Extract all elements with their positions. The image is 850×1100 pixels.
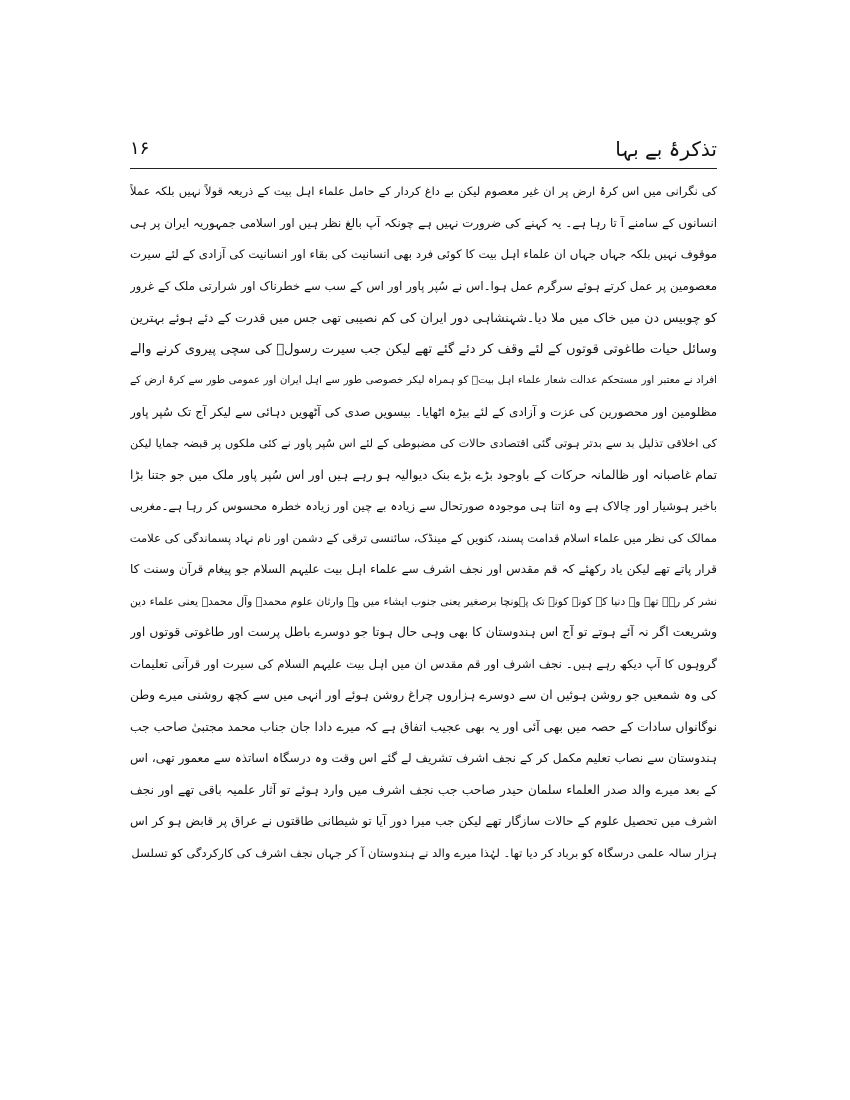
text-line: موقوف نہیں بلکہ جہاں جہاں ان علماء اہل بیت کا کوئی فرد بھی انسانیت کی بقاء اور انسانیت کی آزادی کے لئے سیرت <box>130 247 717 261</box>
text-line: باخبر ہوشیار اور چالاک ہے وہ اتنا ہی موجودہ صورتحال سے زیادہ بے چین اور زیادہ خطرہ محسوس کر رہا ہے۔مغربی <box>130 499 717 513</box>
text-line: ممالک کی نظر میں علماء اسلام قدامت پسند، کنویں کے مینڈک، سائنسی ترقی کے دشمن اور نام نہاد پسماندگی کی علامت <box>130 530 717 545</box>
text-line: کو چوبیس دن میں خاک میں ملا دیا۔شہنشاہی دور ایران کی کم نصیبی تھی جس میں قدرت کے دئے ہوئے بہترین <box>130 310 717 325</box>
text-line: ہندوستان سے نصاب تعلیم مکمل کر کے نجف اشرف تشریف لے گئے اس وقت وہ درسگاہ اساتذہ سے معمور تھی، اس <box>130 751 717 765</box>
page-number: ۱۶ <box>130 138 150 159</box>
body-text <box>130 176 717 869</box>
text-line: کے بعد میرے والد صدر العلماء سلمان حیدر صاحب جب نجف اشرف میں وارد ہوئے تو آثار علمیہ باقی تھے اور نجف <box>130 782 717 797</box>
text-line: گروہوں کا آپ دیکھ رہے ہیں۔ نجف اشرف اور قم مقدس ان میں اہل بیت علیہم السلام کی سیرت اور قرآنی تعلیمات <box>130 656 717 671</box>
text-line: وشریعت اگر نہ آئے ہوتے تو آج اس ہندوستان کا بھی وہی حال ہوتا جو دوسرے باطل پرست اور طاغوتی قوتوں اور <box>130 625 717 639</box>
text-line: نوگانواں سادات کے حصہ میں بھی آئی اور یہ بھی عجیب اتفاق ہے کہ میرے دادا جان جناب محمد مجتبیٰ صاحب جب <box>130 719 717 734</box>
text-line: ہزار سالہ علمی درسگاہ کو برباد کر دیا تھا۔ لہٰذا میرے والد نے ہندوستان آ کر جہاں نجف اشرف کی کارکردگی کو تسلسل <box>131 845 717 860</box>
header-rule <box>130 168 717 169</box>
text-line: قرار پاتے تھے لیکن یاد رکھئے کہ قم مقدس اور نجف اشرف سے علماء اہل بیت علیہم السلام جو پیغام قرآن وسنت کا <box>130 562 717 576</box>
text-line: اشرف میں تحصیل علوم کے حالات سازگار تھے لیکن جب میرا دور آیا تو شیطانی طاقتوں نے عراق پر قابض ہو کر اس <box>130 814 717 828</box>
text-line: کی نگرانی میں اس کرۂ ارض پر ان غیر معصوم لیکن بے داغ کردار کے حامل علماء اہل بیت کے ذریعہ قولاً نہیں بلکہ عملاً <box>130 184 717 198</box>
text-line: معصومین پر عمل کرتے ہوئے سرگرم عمل ہوا۔اس نے سُپر پاور اور اس کے سب سے خطرناک اور شرارتی ملک کے غرور <box>130 278 717 293</box>
text-line: وسائل حیات طاغوتی قوتوں کے لئے وقف کر دئے گئے تھے لیکن جب سیرت رسولؐ کی سچی پیروی کرنے والے <box>130 341 717 357</box>
page-header <box>130 134 717 168</box>
text-line: مظلومین اور محصورین کی عزت و آزادی کے لئے بیڑہ اٹھایا۔ بیسویں صدی کی آٹھویں دہائی سے لیکر آج تک سُپر پاور <box>130 404 717 419</box>
text-line: تمام غاصبانہ اور ظالمانہ حرکات کے باوجود بڑے بڑے بنک دیوالیہ ہو رہے ہیں اور اس سُپر پاور ملک میں جو جتنا بڑا <box>130 467 717 482</box>
text-line: افراد نے معتبر اور مستحکم عدالت شعار علماء اہل بیتؑ کو ہمراہ لیکر خصوصی طور سے اہل ایران اور عمومی طور سے کرۂ ارض کے <box>130 374 717 386</box>
running-title: تذکرۂ بے بہا <box>615 137 717 161</box>
text-line: نشر کر رہے تھے وہ دنیا کے کونے کونے تک پہونچا برصغیر یعنی جنوب ایشاء میں وہ وارثان علوم محمدؐ وآل محمدؐ یعنی علماء دین <box>130 594 717 608</box>
text-line: کی وہ شمعیں جو روشن ہوئیں ان سے دوسرے ہزاروں چراغ روشن ہوئے اور انہی میں سے کچھ روشنی میرے وطن <box>130 688 717 702</box>
text-line: انسانوں کے سامنے آ تا رہا ہے۔ یہ کہنے کی ضرورت نہیں ہے چونکہ آپ بالغ نظر ہیں اور اسلامی جمہوریہ ایران پر ہی <box>130 215 717 230</box>
text-line: کی اخلاقی تذلیل بد سے بدتر ہوتی گئی اقتصادی حالات کی مضبوطی کے لئے اس سُپر پاور نے کئی ملکوں پر قبضہ جمایا لیکن <box>130 437 717 450</box>
